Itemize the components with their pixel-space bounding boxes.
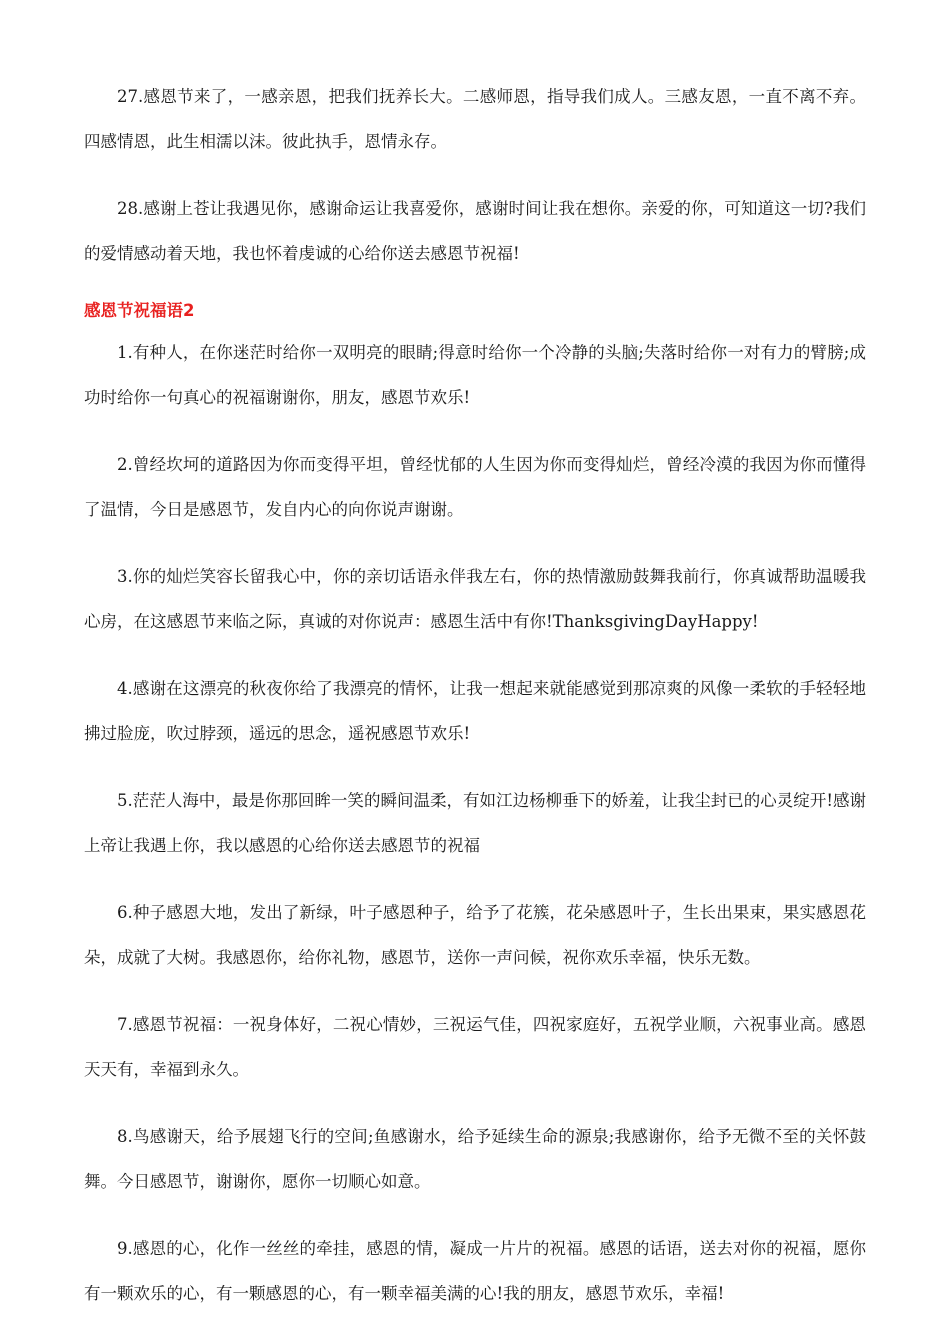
paragraph-3: 3.你的灿烂笑容长留我心中，你的亲切话语永伴我左右，你的热情激励鼓舞我前行，你真诚帮助温暖我心房，在这感恩节来临之际，真诚的对你说声：感恩生活中有你!ThanksgivingDayHappy! xyxy=(84,567,866,631)
paragraph-8: 8.鸟感谢天，给予展翅飞行的空间;鱼感谢水，给予延续生命的源泉;我感谢你，给予无微不至的关怀鼓舞。今日感恩节，谢谢你，愿你一切顺心如意。 xyxy=(84,1127,866,1191)
document-page xyxy=(84,74,866,1338)
paragraph-28: 28.感谢上苍让我遇见你，感谢命运让我喜爱你，感谢时间让我在想你。亲爱的你，可知道这一切?我们的爱情感动着天地，我也怀着虔诚的心给你送去感恩节祝福! xyxy=(84,199,866,263)
section-heading: 感恩节祝福语2 xyxy=(84,301,195,320)
paragraph-5: 5.茫茫人海中，最是你那回眸一笑的瞬间温柔，有如江边杨柳垂下的娇羞，让我尘封已的心灵绽开!感谢上帝让我遇上你，我以感恩的心给你送去感恩节的祝福 xyxy=(84,791,866,855)
paragraph-1: 1.有种人，在你迷茫时给你一双明亮的眼睛;得意时给你一个冷静的头脑;失落时给你一对有力的臂膀;成功时给你一句真心的祝福谢谢你，朋友，感恩节欢乐! xyxy=(84,343,866,407)
paragraph-7: 7.感恩节祝福：一祝身体好，二祝心情妙，三祝运气佳，四祝家庭好，五祝学业顺，六祝事业高。感恩天天有，幸福到永久。 xyxy=(84,1015,866,1079)
paragraph-4: 4.感谢在这漂亮的秋夜你给了我漂亮的情怀，让我一想起来就能感觉到那凉爽的风像一柔软的手轻轻地拂过脸庞，吹过脖颈，遥远的思念，遥祝感恩节欢乐! xyxy=(84,679,866,743)
paragraph-27: 27.感恩节来了，一感亲恩，把我们抚养长大。二感师恩，指导我们成人。三感友恩，一直不离不弃。四感情恩，此生相濡以沫。彼此执手，恩情永存。 xyxy=(84,87,866,151)
paragraph-9: 9.感恩的心，化作一丝丝的牵挂，感恩的情，凝成一片片的祝福。感恩的话语，送去对你的祝福，愿你有一颗欢乐的心，有一颗感恩的心，有一颗幸福美满的心!我的朋友，感恩节欢乐，幸福! xyxy=(84,1239,866,1303)
paragraph-6: 6.种子感恩大地，发出了新绿，叶子感恩种子，给予了花簇，花朵感恩叶子，生长出果束，果实感恩花朵，成就了大树。我感恩你，给你礼物，感恩节，送你一声问候，祝你欢乐幸福，快乐无数。 xyxy=(84,903,866,967)
paragraph-2: 2.曾经坎坷的道路因为你而变得平坦，曾经忧郁的人生因为你而变得灿烂，曾经冷漠的我因为你而懂得了温情，今日是感恩节，发自内心的向你说声谢谢。 xyxy=(84,455,866,519)
